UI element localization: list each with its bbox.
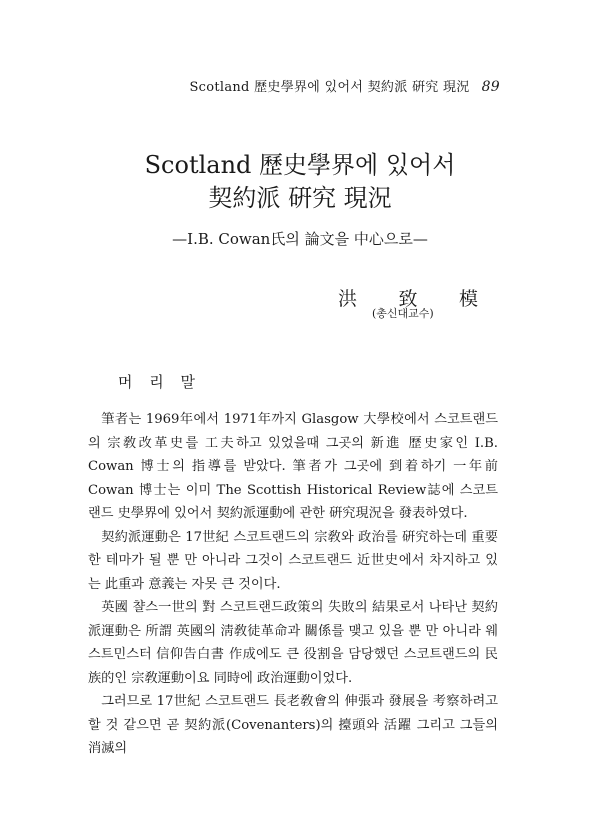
author-char: 模 (458, 288, 478, 310)
author-affiliation: (총신대교수) (372, 307, 434, 320)
page-number: 89 (481, 79, 500, 95)
running-title: Scotland 歷史學界에 있어서 契約派 硏究 現況 (189, 80, 470, 95)
running-head (189, 76, 500, 95)
author-char: 致 (398, 288, 418, 310)
paragraph: 契約派運動은 17世紀 스코트랜드의 宗敎와 政治를 硏究하는데 重要한 테마가 될 뿐 만 아니라 그것이 스코트랜드 近世史에서 차지하고 있는 此重과 意義는 자못 큰 것이다. (88, 529, 498, 592)
body-text (88, 408, 498, 761)
article-title-line-1: Scotland 歷史學界에 있어서 (144, 151, 456, 179)
paragraph: 筆者는 1969年에서 1971年까지 Glasgow 大學校에서 스코트랜드의 宗敎改革史를 工夫하고 있었을때 그곳의 新進 歷史家인 I.B. Cowan 博士의 指導를 받았다. 筆者가 그곳에 到着하기 一年前 Cowan 博士는 이미 The Scottish Historical Review誌에 스코트랜드 史學界에 있어서 契約派運動에 관한 硏究現況을 發表하였다. (88, 412, 498, 521)
paragraph: 그러므로 17世紀 스코트랜드 長老敎會의 伸張과 發展을 考察하려고 할 것 같으면 곧 契約派(Covenanters)의 擡頭와 活躍 그리고 그들의 消滅의 (88, 694, 498, 756)
paragraph: 英國 챨스一世의 對 스코트랜드政策의 失敗의 結果로서 나타난 契約派運動은 所謂 英國의 淸敎徒革命과 關係를 맺고 있을 뿐 만 아니라 웨스트민스터 信仰告白書 作成에도 큰 役割을 담당했던 스코트랜드의 民族的인 宗敎運動이요 同時에 政治運動이었다. (88, 600, 498, 686)
section-heading: 머 리 말 (118, 373, 202, 391)
article-title-line-2: 契約派 硏究 現況 (208, 184, 392, 212)
article-subtitle: —I.B. Cowan氏의 論文을 中心으로— (172, 230, 428, 248)
author-char: 洪 (338, 288, 358, 310)
